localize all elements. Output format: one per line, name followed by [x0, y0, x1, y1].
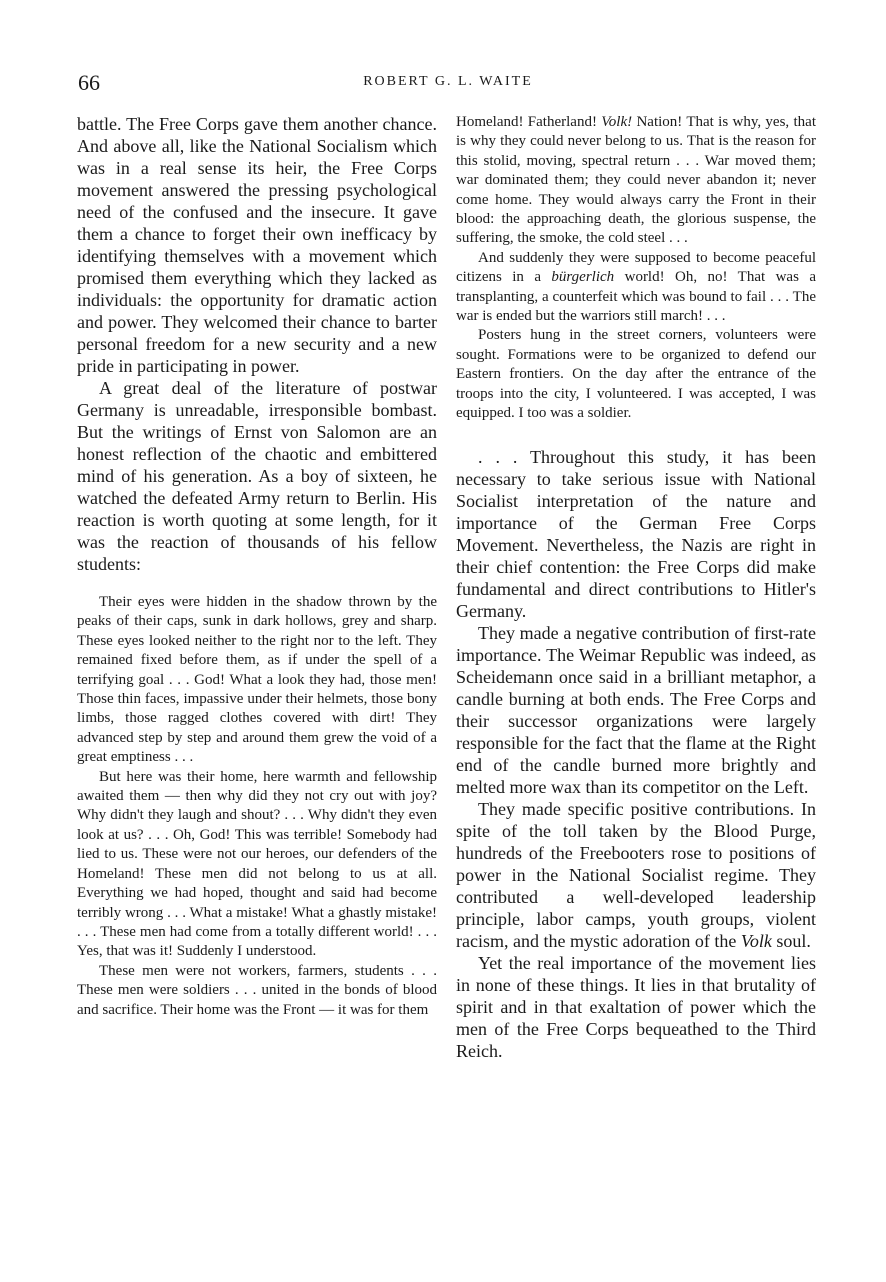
page-header: [78, 70, 818, 100]
quote-paragraph: Homeland! Fatherland! Volk! Nation! That is why, yes, that is why they could never belong to us. That is the reason for this stolid, moving, spectral return . . . War moved them; war dominated them; they could never abandon it; never come home. They would always carry the Front in their blood: the approaching death, the glorious suspense, the suffering, the smoke, the cold steel . . .: [456, 114, 817, 247]
page-number: 66: [78, 70, 100, 95]
quote-paragraph: Their eyes were hidden in the shadow thrown by the peaks of their caps, sunk in dark hollows, grey and sharp. These eyes looked neither to the right nor to the left. They remained fixed before them, as if under the spell of a terrifying goal . . . God! What a look they had, those men! Those thin faces, impassive under their helmets, those bony limbs, those ragged clothes covered with dirt! They advanced step by step and around them grew the void of a great emptiness . . .: [77, 594, 437, 766]
quote-paragraph: But here was their home, here warmth and fellowship awaited them — then why did they not cry out with joy? Why didn't they laugh and shout? . . . Why didn't they even look at us? . . . Oh, God! This was terrible! Somebody had lied to us. These were not our heroes, our defenders of the Homeland! These men did not belong to us at all. Everything we had hoped, thought and said had become terribly wrong . . . What a mistake! What a ghastly mistake! . . . These men had come from a totally different world! . . . Yes, that was it! Suddenly I understood.: [77, 768, 437, 960]
quote-paragraph: Posters hung in the street corners, volunteers were sought. Formations were to be organized to defend our Eastern frontiers. On the day after the entrance of the troops into the city, I volunteered. I was accepted, I was equipped. I too was a soldier.: [456, 327, 816, 422]
paragraph: They made specific positive contributions. In spite of the toll taken by the Blood Purge, hundreds of the Freebooters rose to positions of power in the National Socialist regime. They contributed a well-developed leadership principle, labor camps, youth groups, violent racism, and the mystic adoration of the Volk soul.: [456, 798, 816, 951]
paragraph: They made a negative contribution of first-rate importance. The Weimar Republic was indeed, as Scheidemann once said in a brilliant metaphor, a candle burning at both ends. The Free Corps and their successor organizations were largely responsible for the fact that the flame at the Right end of the candle burned more brightly and melted more wax than its competitor on the Left.: [456, 622, 816, 797]
paragraph: Yet the real importance of the movement lies in none of these things. It lies in that brutality of spirit and in that exaltation of power which the men of the Free Corps bequeathed to the Third Reich.: [456, 952, 816, 1061]
paragraph: battle. The Free Corps gave them another chance. And above all, like the National Socialism which was in a real sense its heir, the Free Corps movement answered the pressing psychological need of the confused and the insecure. It gave them a chance to forget their own inefficacy by identifying themselves with a movement which promised them everything which they lacked as individuals: the opportunity for dramatic action and power. They welcomed their chance to barter personal freedom for a new security and a new pride in participating in power.: [77, 114, 437, 376]
block-quote: [77, 593, 437, 1020]
quote-paragraph: And suddenly they were supposed to become peaceful citizens in a bürgerlich world! Oh, no! That was a transplanting, a counterfeit which was bound to fail . . . The war is ended but the warriors still march! . . .: [456, 249, 816, 325]
italic-term: Volk: [740, 930, 772, 951]
italic-term: bürgerlich: [551, 269, 615, 286]
paragraph: A great deal of the literature of postwar Germany is unreadable, irresponsible bombast. But the writings of Ernst von Salomon are an honest reflection of the chaotic and embittered mind of his generation. As a boy of sixteen, he watched the defeated Army return to Berlin. His reaction is worth quoting at some length, for it was the reaction of thousands of his fellow students:: [77, 378, 437, 574]
block-quote-continued: [456, 113, 816, 424]
running-head: ROBERT G. L. WAITE: [363, 74, 533, 89]
right-column: [456, 113, 816, 1062]
paragraph: . . . Throughout this study, it has been necessary to take serious issue with National Socialist interpretation of the nature and importance of the German Free Corps Movement. Nevertheless, the Nazis are right in their chief contention: the Free Corps did make fundamental and direct contributions to Hitler's Germany.: [456, 446, 816, 621]
left-column: [77, 113, 437, 1020]
quote-paragraph: These men were not workers, farmers, students . . . These men were soldiers . . . united in the bonds of blood and sacrifice. Their home was the Front — it was for them: [77, 962, 437, 1018]
italic-term: Volk!: [601, 114, 633, 130]
